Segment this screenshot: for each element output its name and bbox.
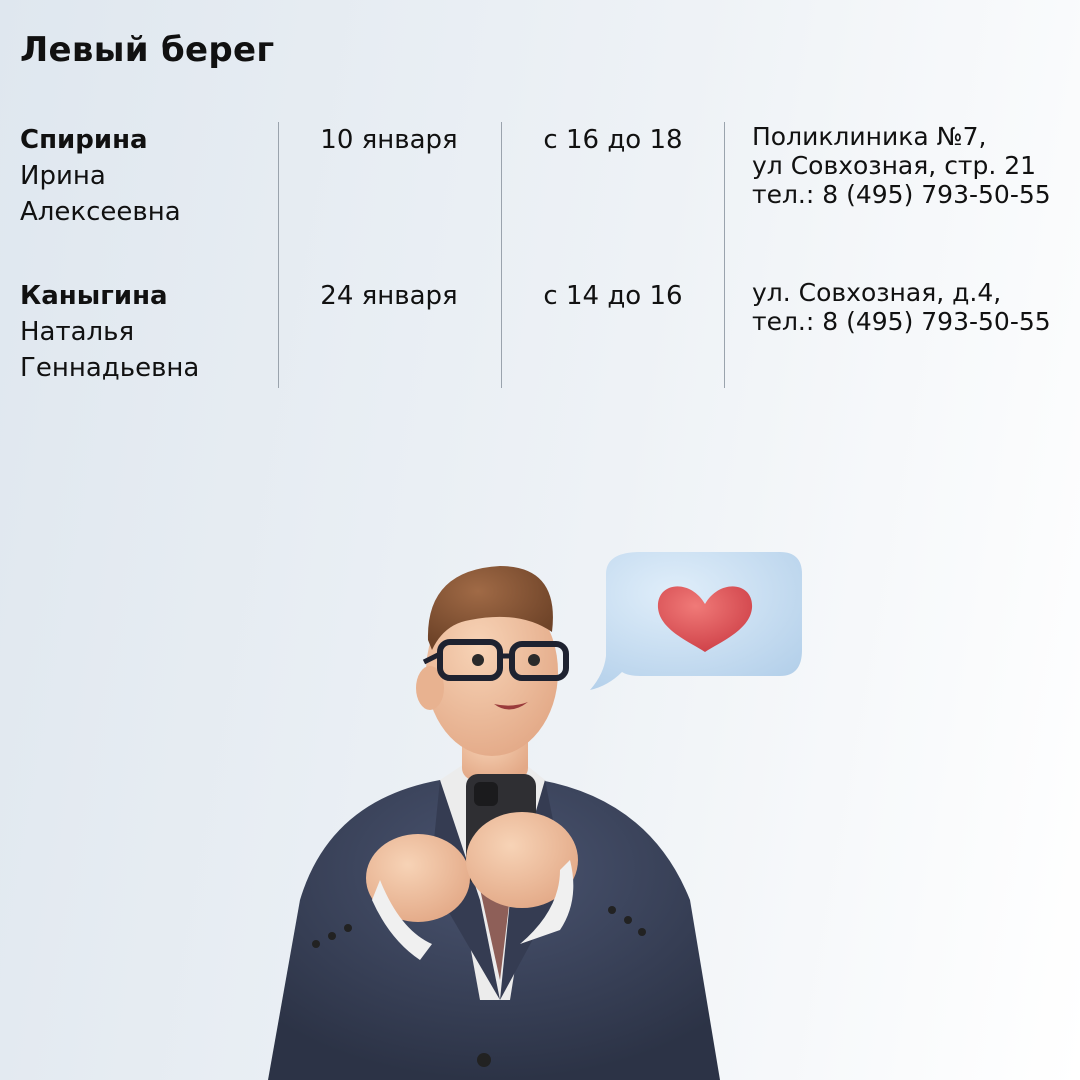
doctor-surname: Спирина (20, 125, 148, 155)
doctor-patronymic: Геннадьевна (20, 353, 200, 383)
doctor-first-name: Наталья (20, 317, 135, 347)
address-line: Поликлиника №7, (752, 122, 987, 151)
visit-time: с 16 до 18 (543, 125, 683, 155)
address-line: ул Совхозная, стр. 21 (752, 151, 1037, 180)
phone-line: тел.: 8 (495) 793-50-55 (752, 180, 1051, 209)
doctor-patronymic: Алексеевна (20, 197, 181, 227)
visit-date: 24 января (320, 281, 458, 311)
page-title: Левый берег (20, 30, 275, 70)
doctor-surname: Каныгина (20, 281, 168, 311)
doctor-first-name: Ирина (20, 161, 106, 191)
visit-date: 10 января (320, 125, 458, 155)
heart-speech-bubble-icon (590, 552, 802, 690)
address-line: ул. Совхозная, д.4, (752, 278, 1002, 307)
visit-time: с 14 до 16 (543, 281, 683, 311)
phone-line: тел.: 8 (495) 793-50-55 (752, 307, 1051, 336)
